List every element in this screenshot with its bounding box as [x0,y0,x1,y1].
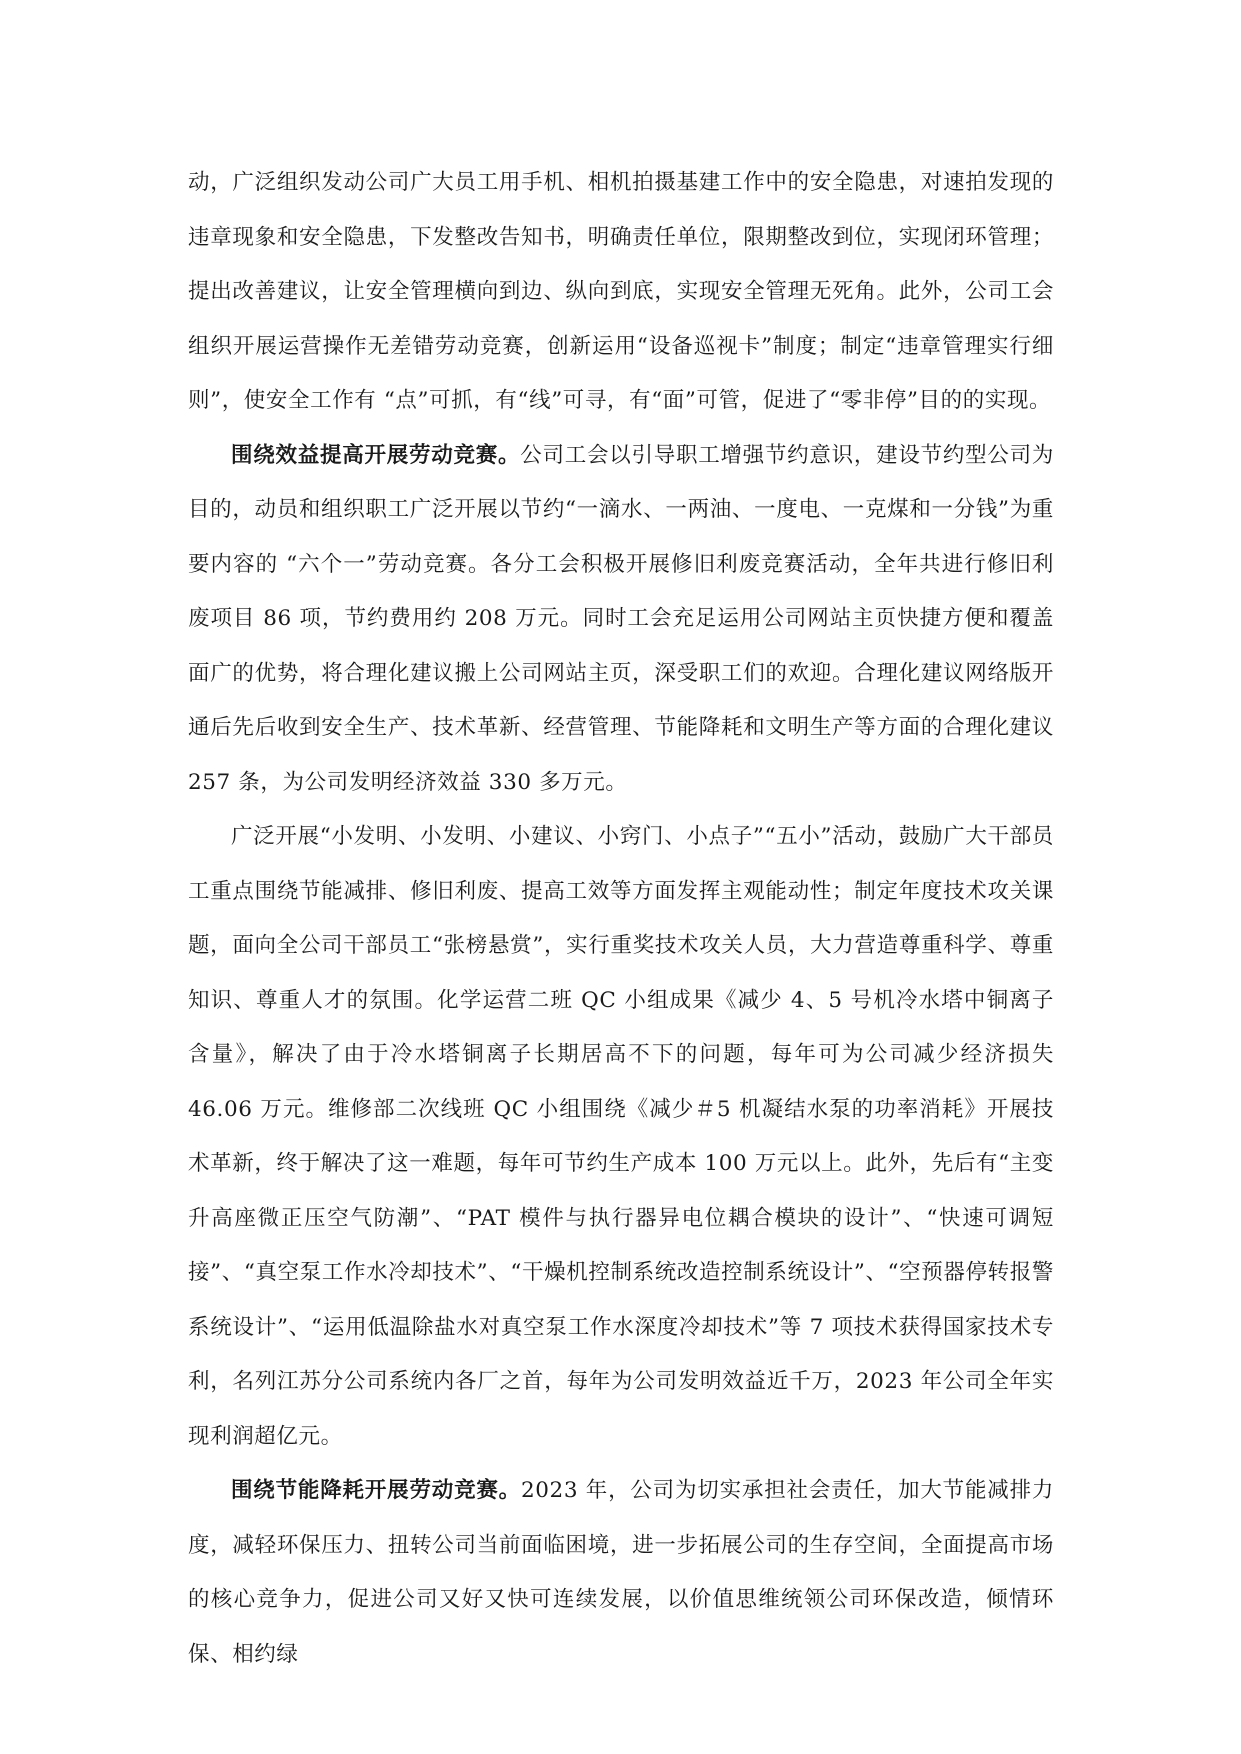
paragraph-text: 动，广泛组织发动公司广大员工用手机、相机拍摄基建工作中的安全隐患，对速拍发现的违章现象和安全隐患，下发整改告知书，明确责任单位，限期整改到位，实现闭环管理；提出改善建议，让安全管理横向到边、纵向到底，实现安全管理无死角。此外，公司工会组织开展运营操作无差错劳动竞赛，创新运用“设备巡视卡”制度；制定“违章管理实行细则”，使安全工作有 “点”可抓，有“线”可寻，有“面”可管，促进了“零非停”目的的实现。 [188,170,1054,413]
paragraph-five-small-activities [188,810,1054,1464]
paragraph-continued [188,156,1054,429]
paragraph-text: 公司工会以引导职工增强节约意识，建设节约型公司为目的，动员和组织职工广泛开展以节约“一滴水、一两油、一度电、一克煤和一分钱”为重要内容的 “六个一”劳动竞赛。各分工会积极开展修旧利废竞赛活动，全年共进行修旧利废项目 86 项，节约费用约 208 万元。同时工会充足运用公司网站主页快捷方便和覆盖面广的优势，将合理化建议搬上公司网站主页，深受职工们的欢迎。合理化建议网络版开通后先后收到安全生产、技术革新、经营管理、节能降耗和文明生产等方面的合理化建议 257 条，为公司发明经济效益 330 多万元。 [188,442,1054,795]
paragraph-text: 广泛开展“小发明、小发明、小建议、小窍门、小点子”“五小”活动，鼓励广大干部员工重点围绕节能减排、修旧利废、提高工效等方面发挥主观能动性；制定年度技术攻关课题，面向全公司干部员工“张榜悬赏”，实行重奖技术攻关人员，大力营造尊重科学、尊重知识、尊重人才的氛围。化学运营二班 QC 小组成果《减少 4、5 号机冷水塔中铜离子含量》，解决了由于冷水塔铜离子长期居高不下的问题，每年可为公司减少经济损失 46.06 万元。维修部二次线班 QC 小组围绕《减少＃5 机凝结水泵的功率消耗》开展技术革新，终于解决了这一难题，每年可节约生产成本 100 万元以上。此外，先后有“主变升高座微正压空气防潮”、“PAT 模件与执行器异电位耦合模块的设计”、“快速可调短接”、“真空泵工作水冷却技术”、“干燥机控制系统改造控制系统设计”、“空预器停转报警系统设计”、“运用低温除盐水对真空泵工作水深度冷却技术”等 7 项技术获得国家技术专利，名列江苏分公司系统内各厂之首，每年为公司发明效益近千万，2023 年公司全年实现利润超亿元。 [188,824,1054,1449]
paragraph-heading: 围绕效益提高开展劳动竞赛。 [231,442,521,468]
paragraph-efficiency-competition [188,429,1054,811]
paragraph-text: 2023 年，公司为切实承担社会责任，加大节能减排力度，减轻环保压力、扭转公司当前面临困境，进一步拓展公司的生存空间，全面提高市场的核心竞争力，促进公司又好又快可连续发展，以价值思维统领公司环保改造，倾情环保、相约绿 [188,1478,1054,1667]
paragraph-energy-saving-competition [188,1464,1054,1682]
paragraph-heading: 围绕节能降耗开展劳动竞赛。 [231,1478,521,1503]
document-body [188,156,1054,1682]
